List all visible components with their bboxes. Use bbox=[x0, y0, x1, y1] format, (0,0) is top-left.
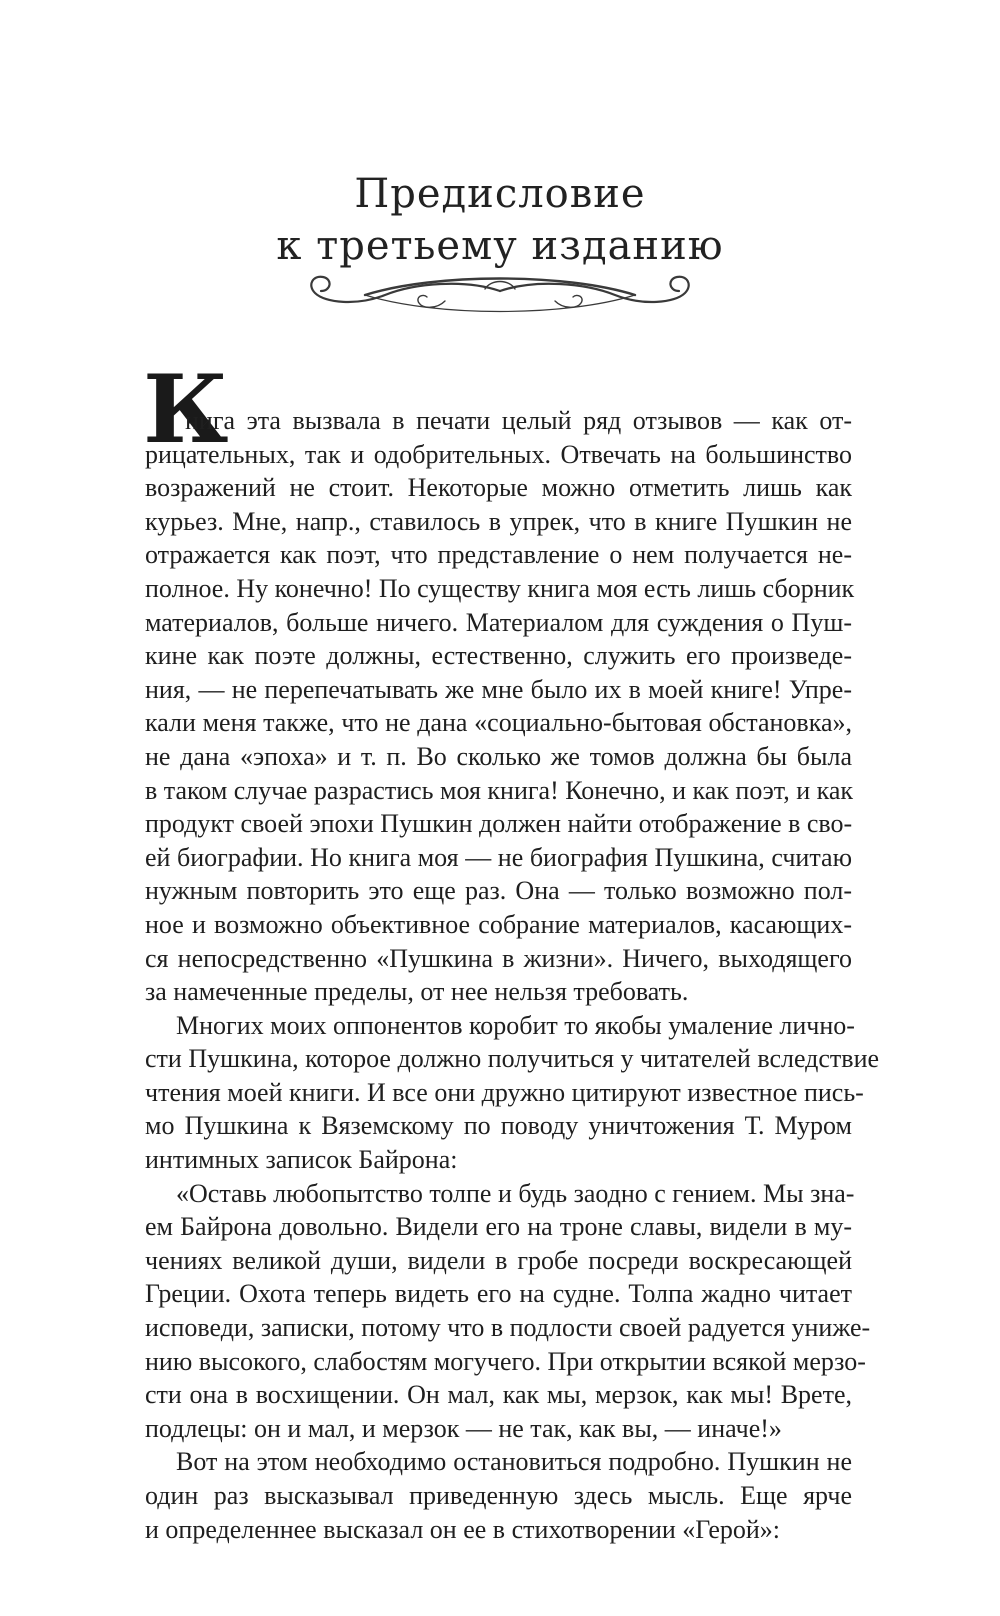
quote-line: Греции. Охота теперь видеть его на судне. Толпа жадно читает bbox=[145, 1279, 852, 1309]
chapter-title-line-2: к третьему изданию bbox=[276, 223, 724, 269]
quote-line: сти она в восхищении. Он мал, как мы, мерзок, как мы! Врете, bbox=[145, 1380, 852, 1410]
text-line: ей биографии. Но книга моя — не биография Пушкина, считаю bbox=[145, 842, 852, 872]
flourish-right-small-curl bbox=[555, 295, 582, 307]
text-line: материалов, больше ничего. Материалом для суждения о Пуш- bbox=[145, 607, 852, 637]
quote-line: чениях великой души, видели в гробе посреди воскресающей bbox=[145, 1245, 852, 1275]
text-line: рицательных, так и одобрительных. Отвечать на большинство bbox=[145, 439, 852, 469]
text-line: и определеннее высказал он ее в стихотворении «Герой»: bbox=[145, 1514, 781, 1544]
text-line: курьез. Мне, напр., ставилось в упрек, что в книге Пушкин не bbox=[145, 506, 852, 536]
text-line: ся непосредственно «Пушкина в жизни». Ничего, выходящего bbox=[145, 943, 852, 973]
text-line: ния, — не перепечатывать же мне было их в моей книге! Упре- bbox=[145, 674, 852, 704]
flourish-right-arm bbox=[500, 277, 689, 302]
flourish-left-small-curl bbox=[418, 295, 445, 307]
text-line: за намеченные пределы, от нее нельзя требовать. bbox=[145, 977, 689, 1007]
quote-line: ем Байрона довольно. Видели его на троне славы, видели в му- bbox=[145, 1212, 852, 1242]
text-line: сти Пушкина, которое должно получиться у читателей вследствие bbox=[145, 1044, 880, 1074]
text-line: продукт своей эпохи Пушкин должен найти отображение в сво- bbox=[145, 809, 853, 839]
text-line: кали меня также, что не дана «социально-бытовая обстановка», bbox=[145, 708, 852, 738]
quote-line: нию высокого, слабостям могучего. При открытии всякой мерзо- bbox=[145, 1346, 866, 1376]
text-line: нужным повторить это еще раз. Она — только возможно пол- bbox=[145, 876, 852, 906]
text-line: ное и возможно объективное собрание материалов, касающих- bbox=[145, 909, 852, 939]
scroll-flourish-icon bbox=[295, 265, 705, 325]
text-line: не дана «эпоха» и т. п. Во сколько же томов должна бы была bbox=[145, 741, 852, 771]
text-line: чтения моей книги. И все они дружно цитируют известное пись- bbox=[145, 1077, 864, 1107]
quote-line: исповеди, записки, потому что в подлости своей радуется униже- bbox=[145, 1313, 871, 1343]
chapter-title-line-1: Предисловие bbox=[354, 171, 646, 217]
preface-text bbox=[143, 355, 880, 1546]
quote-line: подлецы: он и мал, и мерзок — не так, как вы, — иначе!» bbox=[145, 1413, 782, 1443]
text-line: кине как поэте должны, естественно, служить его произведе- bbox=[145, 641, 852, 671]
drop-cap: К bbox=[143, 355, 229, 465]
flourish-left-arm bbox=[311, 277, 500, 302]
text-line: Многих моих оппонентов коробит то якобы умаление лично- bbox=[176, 1010, 855, 1040]
text-line: мо Пушкина к Вяземскому по поводу уничтожения Т. Муром bbox=[145, 1111, 852, 1141]
text-line: Вот на этом необходимо остановиться подробно. Пушкин не bbox=[176, 1447, 852, 1477]
text-line: полное. Ну конечно! По существу книга моя есть лишь сборник bbox=[145, 573, 855, 603]
quote-line: «Оставь любопытство толпе и будь заодно с гением. Мы зна- bbox=[176, 1178, 855, 1208]
chapter-title bbox=[0, 168, 1000, 272]
text-line: интимных записок Байрона: bbox=[145, 1145, 458, 1175]
text-line: в таком случае разрастись моя книга! Конечно, и как поэт, и как bbox=[145, 775, 854, 805]
text-line: отражается как поэт, что представление о нем получается не- bbox=[145, 540, 852, 570]
text-line: возражений не стоит. Некоторые можно отметить лишь как bbox=[145, 473, 852, 503]
flourish-center-curve-lower bbox=[365, 295, 635, 312]
text-line: один раз высказывал приведенную здесь мысль. Еще ярче bbox=[145, 1481, 852, 1510]
first-line-text: нига эта вызвала в печати целый ряд отзывов — как от- bbox=[185, 406, 852, 435]
